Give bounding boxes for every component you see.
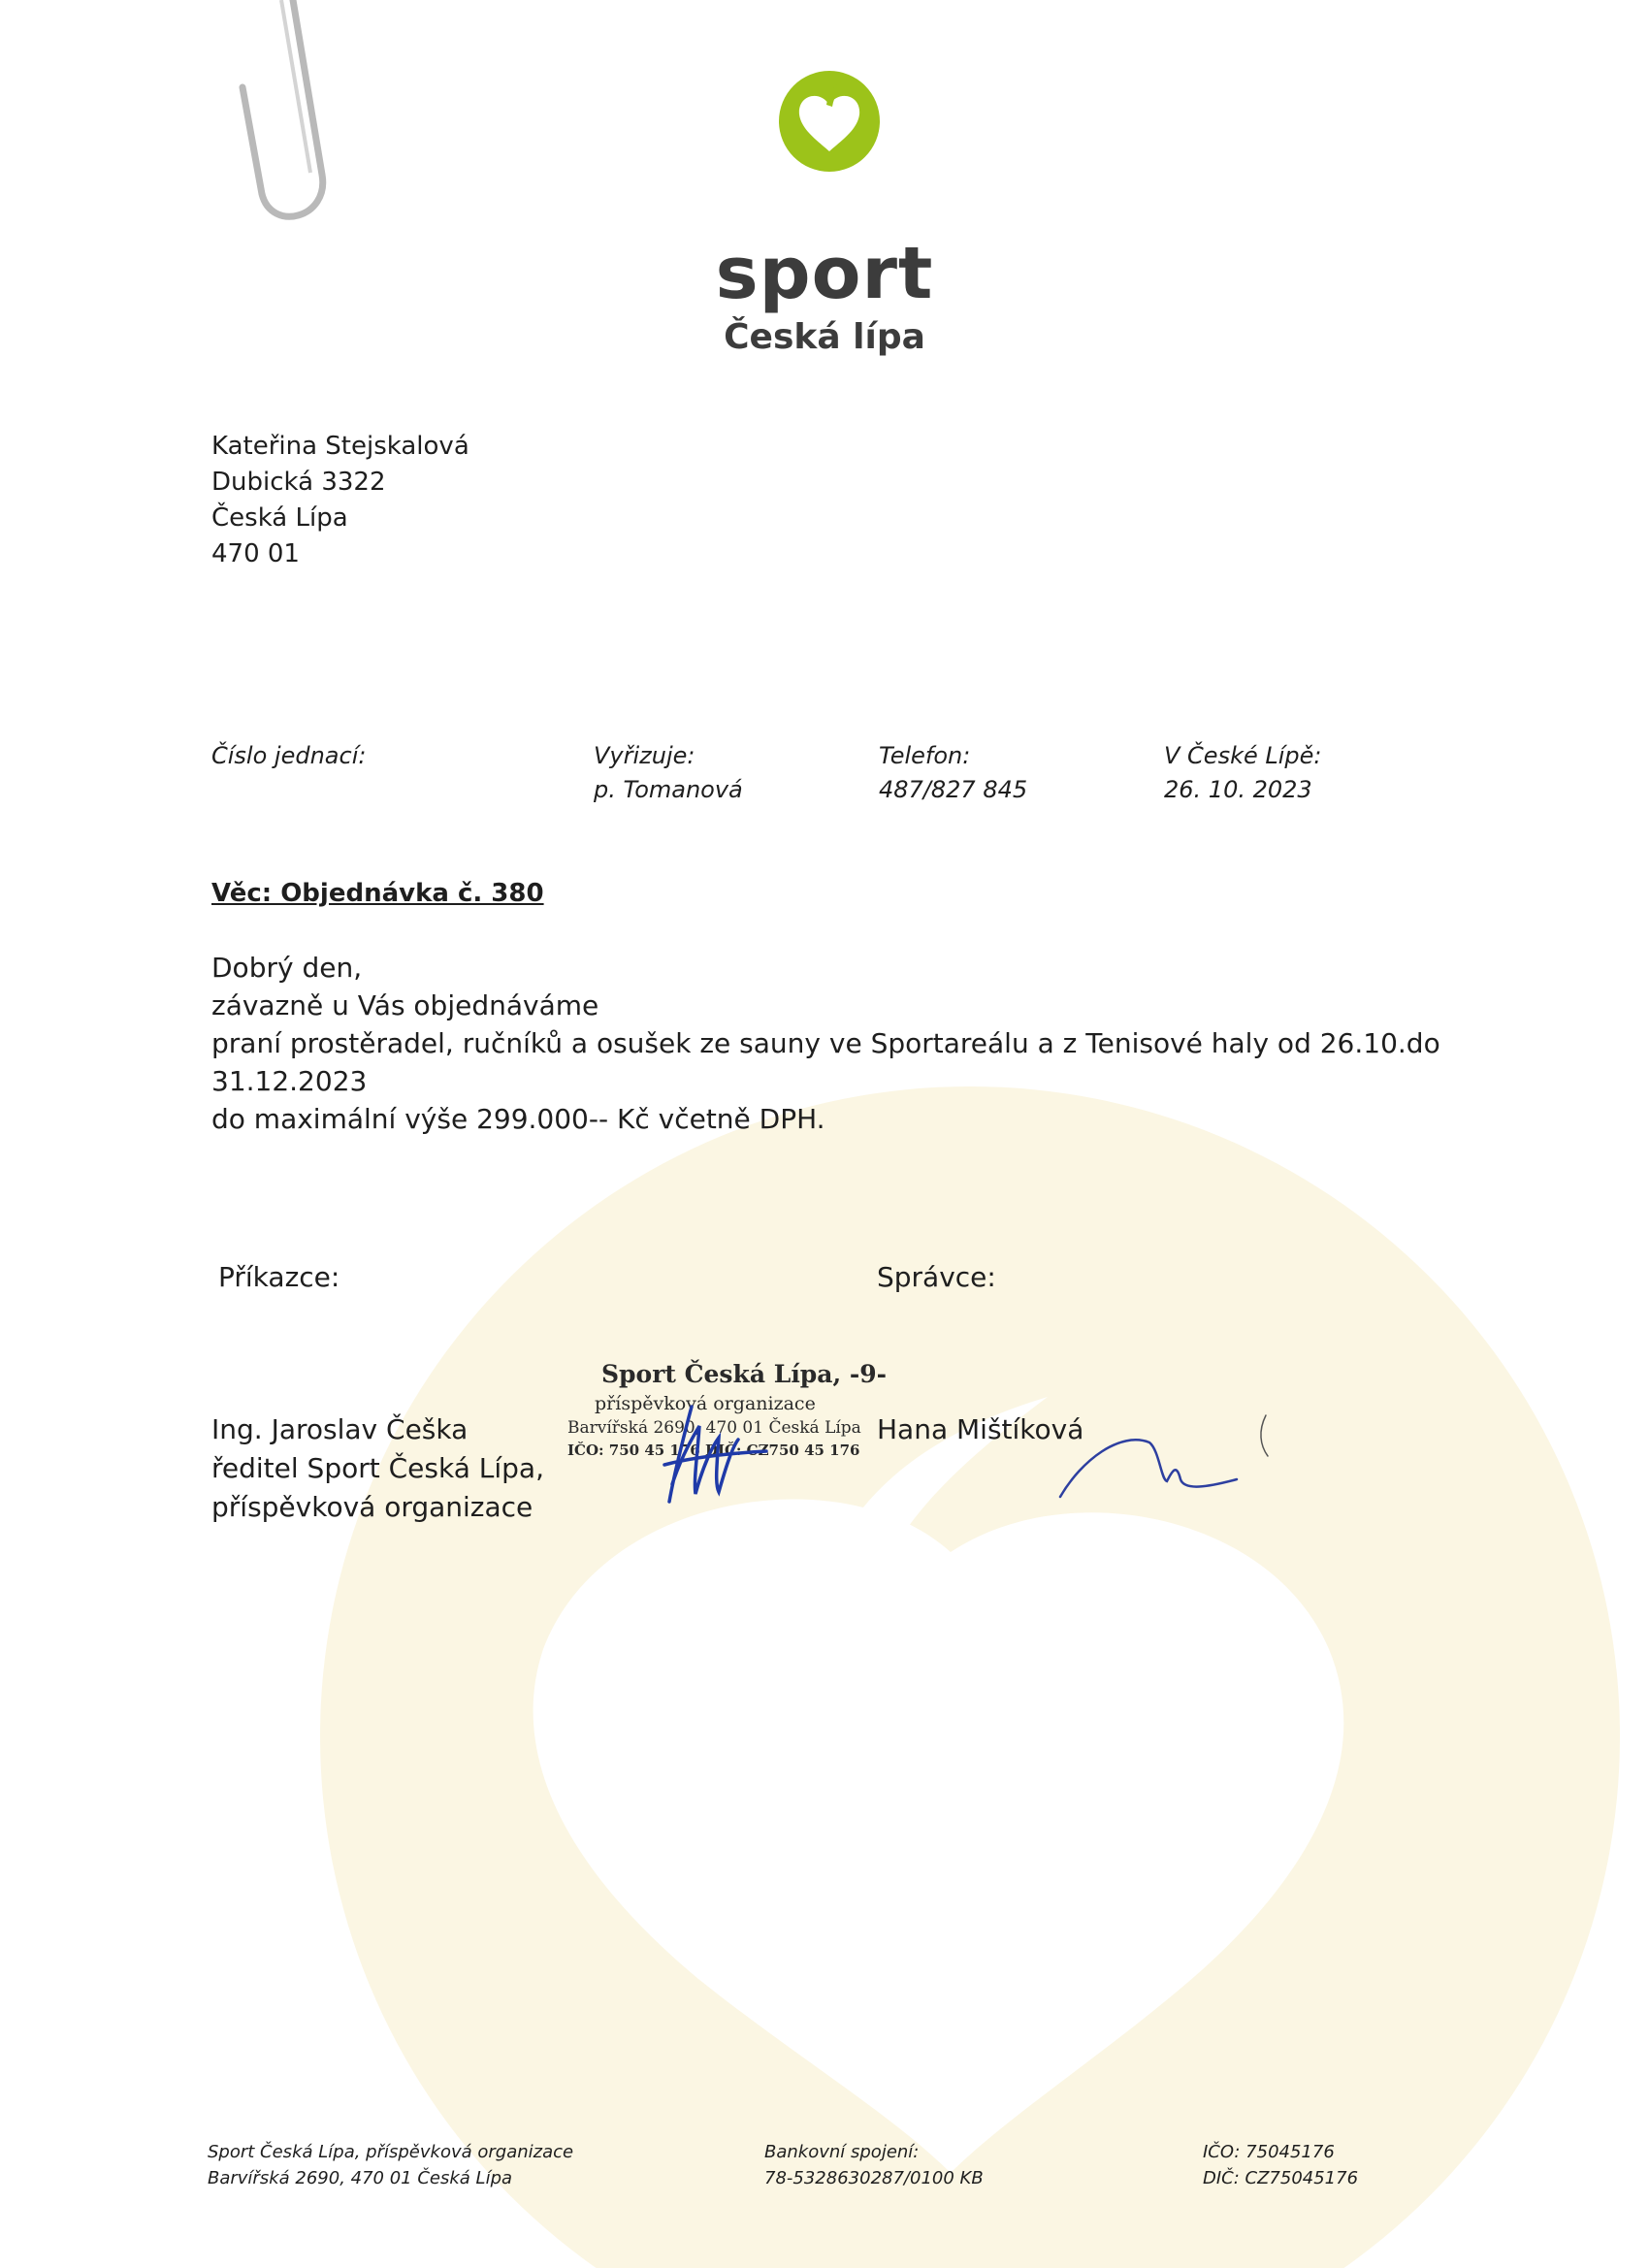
body-line-3: 31.12.2023	[211, 1065, 368, 1097]
recipient-name: Kateřina Stejskalová	[211, 432, 469, 461]
greeting: Dobrý den,	[211, 952, 363, 984]
recipient-address	[211, 429, 469, 572]
date-value: 26. 10. 2023	[1164, 776, 1312, 803]
orderer-title-2: příspěvková organizace	[211, 1491, 534, 1523]
footer-org-line-1: Sport Česká Lípa, příspěvková organizace	[208, 2142, 574, 2162]
stamp-line-1: Sport Česká Lípa, -9-	[601, 1360, 888, 1388]
stamp-line-2: příspěvková organizace	[595, 1393, 816, 1414]
reference-number	[211, 739, 366, 773]
phone-value: 487/827 845	[879, 776, 1028, 803]
place-label: V České Lípě:	[1164, 742, 1322, 769]
logo-city: Česká lípa	[724, 317, 925, 357]
footer-dic: DIČ: CZ75045176	[1203, 2168, 1359, 2188]
footer-org-line-2: Barvířská 2690, 470 01 Česká Lípa	[208, 2168, 513, 2188]
recipient-city: Česká Lípa	[211, 503, 348, 533]
heart-leaf-icon	[776, 68, 883, 175]
handler-value: p. Tomanová	[594, 776, 743, 803]
stamp-line-4: IČO: 750 45 176 DIČ: CZ750 45 176	[567, 1442, 860, 1459]
footer-ids	[1203, 2139, 1358, 2191]
paperclip-icon	[223, 0, 349, 233]
subject-line: Věc: Objednávka č. 380	[211, 879, 544, 908]
footer-bank-value: 78-5328630287/0100 KB	[764, 2168, 984, 2188]
orderer-signatory	[211, 1410, 544, 1527]
handler-label: Vyřizuje:	[594, 742, 695, 769]
stamp-line-3: Barvířská 2690, 470 01 Česká Lípa	[567, 1418, 861, 1438]
orderer-name: Ing. Jaroslav Češka	[211, 1413, 469, 1445]
orderer-heading: Příkazce:	[218, 1261, 340, 1293]
body-line-1: závazně u Vás objednáváme	[211, 989, 599, 1021]
footer-bank-label: Bankovní spojení:	[764, 2142, 920, 2162]
orderer-title: ředitel Sport Česká Lípa,	[211, 1452, 544, 1484]
administrator-heading: Správce:	[877, 1261, 996, 1293]
recipient-street: Dubická 3322	[211, 468, 386, 497]
handwritten-signature-2-icon	[1052, 1411, 1276, 1499]
reference-label: Číslo jednací:	[211, 742, 367, 769]
handwritten-signature-icon	[655, 1397, 771, 1508]
footer-organization	[208, 2139, 573, 2191]
administrator-name: Hana Mištíková	[877, 1413, 1084, 1445]
footer-ico: IČO: 75045176	[1203, 2142, 1335, 2162]
phone-label: Telefon:	[879, 742, 971, 769]
logo-word: sport	[715, 232, 934, 315]
body-line-4: do maximální výše 299.000-- Kč včetně DPH.	[211, 1103, 825, 1135]
footer-bank	[764, 2139, 984, 2191]
handler	[594, 739, 743, 807]
letter-body	[211, 949, 1440, 1138]
place-date	[1164, 739, 1322, 807]
body-line-2: praní prostěradel, ručníků a osušek ze sauny ve Sportareálu a z Tenisové haly od 26.10.do	[211, 1027, 1440, 1059]
sport-logo	[708, 68, 941, 357]
recipient-zip: 470 01	[211, 539, 300, 568]
phone	[879, 739, 1027, 807]
